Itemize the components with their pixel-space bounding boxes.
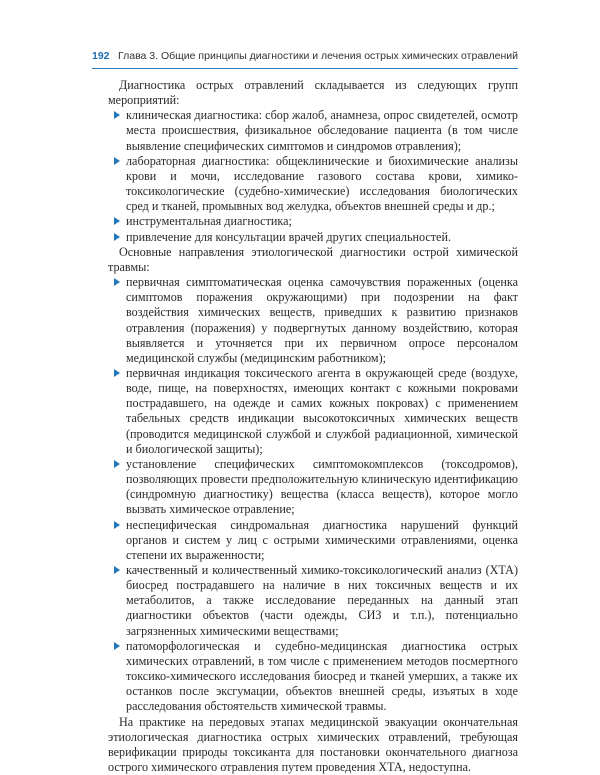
list-item xyxy=(126,563,518,639)
list-item-text: неспецифическая синдромальная диагностика нарушений функций органов и систем у лиц с острыми химическими отравлениями, оценка степени их выраженности; xyxy=(126,517,518,562)
list-item-text: привлечение для консультации врачей других специальностей. xyxy=(126,229,451,244)
list-item-text: установление специфических симптомокомплексов (токсодромов), позволяющих провести предположительную клиническую идентификацию (синдромную диагностику) вещества (класса веществ), которое могло вызвать химическое отравление; xyxy=(126,456,518,517)
list-item-text: качественный и количественный химико-токсикологический анализ (ХТА) биосред пострадавшего на наличие в них токсичных веществ и их метаболитов, а также исследование переданных на данный этап диагностики объектов (части одежды, СИЗ и т.п.), потенциально загрязненных химическими веществами; xyxy=(126,563,518,638)
list-item xyxy=(126,230,518,245)
bullet-icon xyxy=(114,278,120,286)
conclusion-paragraph: На практике на передовых этапах медицинской эвакуации окончательная этиологическая диагностика острых химических отравлений, требующая верификации природы токсиканта для постановки окончательного диагноза острого химического отравления путем проведения ХТА, недоступна. xyxy=(108,714,518,775)
list-item xyxy=(126,154,518,215)
page-body xyxy=(108,78,518,775)
list-item xyxy=(126,518,518,563)
list-item-text: первичная симптоматическая оценка самочувствия пораженных (оценка симптомов поражения окружающими) при подозрении на факт воздействия химических веществ, приведших к развитию признаков отравления (поражения) у подвергнутых данному воздействию, которая выявляется и уточняется при их первичном опросе персоналом медицинской службы (медицинским работником); xyxy=(126,275,518,365)
list-item-text: клиническая диагностика: сбор жалоб, анамнеза, опрос свидетелей, осмотр места происшествия, физикальное обследование пациента (в том числе выявление специфических симптомов и синдромов отравления); xyxy=(126,108,518,153)
running-header xyxy=(92,50,518,64)
bullet-icon xyxy=(114,233,120,241)
list-item xyxy=(126,366,518,457)
bullet-icon xyxy=(114,566,120,574)
list-item-text: патоморфологическая и судебно-медицинская диагностика острых химических отравлений, в том числе с применением методов посмертного токсико-химического исследования биосред и тканей умерших, а также их останков после эксгумации, объектов внешней среды, изъятых в ходе расследования обстоятельств химической травмы. xyxy=(126,638,518,714)
page-number: 192 xyxy=(92,50,110,62)
bullet-icon xyxy=(114,111,120,119)
list-item xyxy=(126,214,518,229)
directions-paragraph: Основные направления этиологической диагностики острой химической травмы: xyxy=(108,244,518,274)
intro-paragraph: Диагностика острых отравлений складывается из следующих групп мероприятий: xyxy=(108,78,518,108)
bullet-icon xyxy=(114,521,120,529)
header-rule xyxy=(92,68,518,69)
diagnostic-directions-list xyxy=(108,275,518,715)
list-item-text: лабораторная диагностика: общеклинические и биохимические анализы крови и мочи, исследование газового состава крови, химико-токсикологические (судебно-химические) исследования биологических сред и тканей, промывных вод желудка, объектов внешней среды и др.; xyxy=(126,153,518,214)
list-item xyxy=(126,108,518,153)
list-item-text: инструментальная диагностика; xyxy=(126,214,292,229)
list-item xyxy=(126,275,518,366)
bullet-icon xyxy=(114,369,120,377)
list-item xyxy=(126,457,518,518)
bullet-icon xyxy=(114,460,120,468)
bullet-icon xyxy=(114,642,120,650)
bullet-icon xyxy=(114,157,120,165)
list-item-text: первичная индикация токсического агента в окружающей среде (воздухе, воде, пище, на поверхностях, имеющих контакт с кожными покровами пострадавшего, на одежде и самих кожных покровах) с применением табельных средств индикации высокотоксичных химических веществ (проводится медицинской службой и службой радиационной, химической и биологической защиты); xyxy=(126,365,518,456)
diagnostic-groups-list xyxy=(108,108,518,244)
list-item xyxy=(126,639,518,715)
chapter-title: Глава 3. Общие принципы диагностики и лечения острых химических отравлений xyxy=(118,50,518,62)
bullet-icon xyxy=(114,217,120,225)
